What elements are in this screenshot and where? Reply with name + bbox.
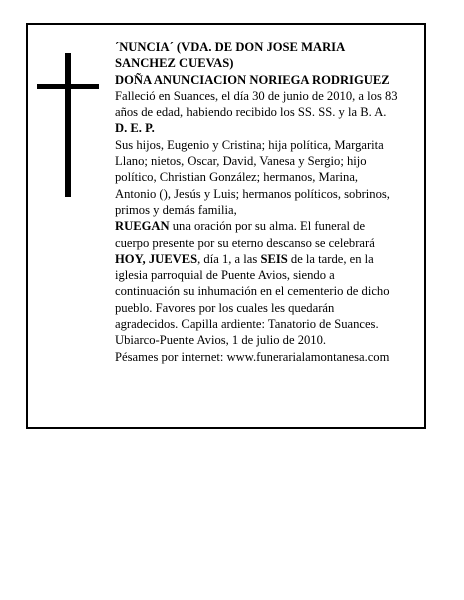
funeral-line-1	[115, 218, 421, 234]
funeral-day-text: , día 1, a las	[197, 251, 261, 266]
deceased-name-line-2: SANCHEZ CUEVAS)	[115, 56, 234, 71]
family-line-4: Antonio (), Jesús y Luis; hermanos políticos, sobrinos,	[115, 186, 390, 201]
death-details-line-2: años de edad, habiendo recibido los SS. SS. y la B. A.	[115, 105, 387, 120]
funeral-line-3	[115, 251, 421, 267]
funeral-day: HOY, JUEVES	[115, 251, 198, 266]
death-details-line-1: Falleció en Suances, el día 30 de junio de 2010, a los 83	[115, 88, 398, 103]
rest-in-peace: D. E. P.	[115, 121, 155, 136]
family-line-1: Sus hijos, Eugenio y Cristina; hija política, Margarita	[115, 137, 384, 152]
place-and-date: Ubiarco-Puente Avios, 1 de julio de 2010.	[115, 333, 327, 348]
funeral-line-4: iglesia parroquial de Puente Avios, siendo a	[115, 268, 335, 283]
deceased-name-line-1: ´NUNCIA´ (VDA. DE DON JOSE MARIA	[115, 40, 346, 54]
funeral-line-2: cuerpo presente por su eterno descanso se celebrará	[115, 235, 375, 250]
cross-icon	[37, 53, 99, 197]
deceased-name-line-3: DOÑA ANUNCIACION NORIEGA RODRIGUEZ	[115, 72, 390, 87]
cross-vertical-bar	[65, 53, 71, 197]
family-line-2: Llano; nietos, Oscar, David, Vanesa y Sergio; hijo	[115, 154, 367, 169]
funeral-hour: SEIS	[260, 251, 288, 266]
cross-horizontal-bar	[37, 84, 99, 89]
obituary-text	[115, 39, 421, 365]
funeral-hour-text: de la tarde, en la	[287, 251, 374, 266]
ruegan-label: RUEGAN	[115, 219, 170, 234]
family-line-3: político, Christian González; hermanos, Marina,	[115, 170, 359, 185]
funeral-line-6: pueblo. Favores por los cuales les quedarán	[115, 300, 335, 315]
family-line-5: primos y demás familia,	[115, 202, 237, 217]
ruegan-text: una oración por su alma. El funeral de	[169, 219, 366, 234]
funeral-line-5: continuación su inhumación en el cementerio de dicho	[115, 284, 390, 299]
condolences-website: Pésames por internet: www.funerarialamontanesa.com	[115, 349, 390, 364]
funeral-line-7: agradecidos. Capilla ardiente: Tanatorio de Suances.	[115, 317, 379, 332]
